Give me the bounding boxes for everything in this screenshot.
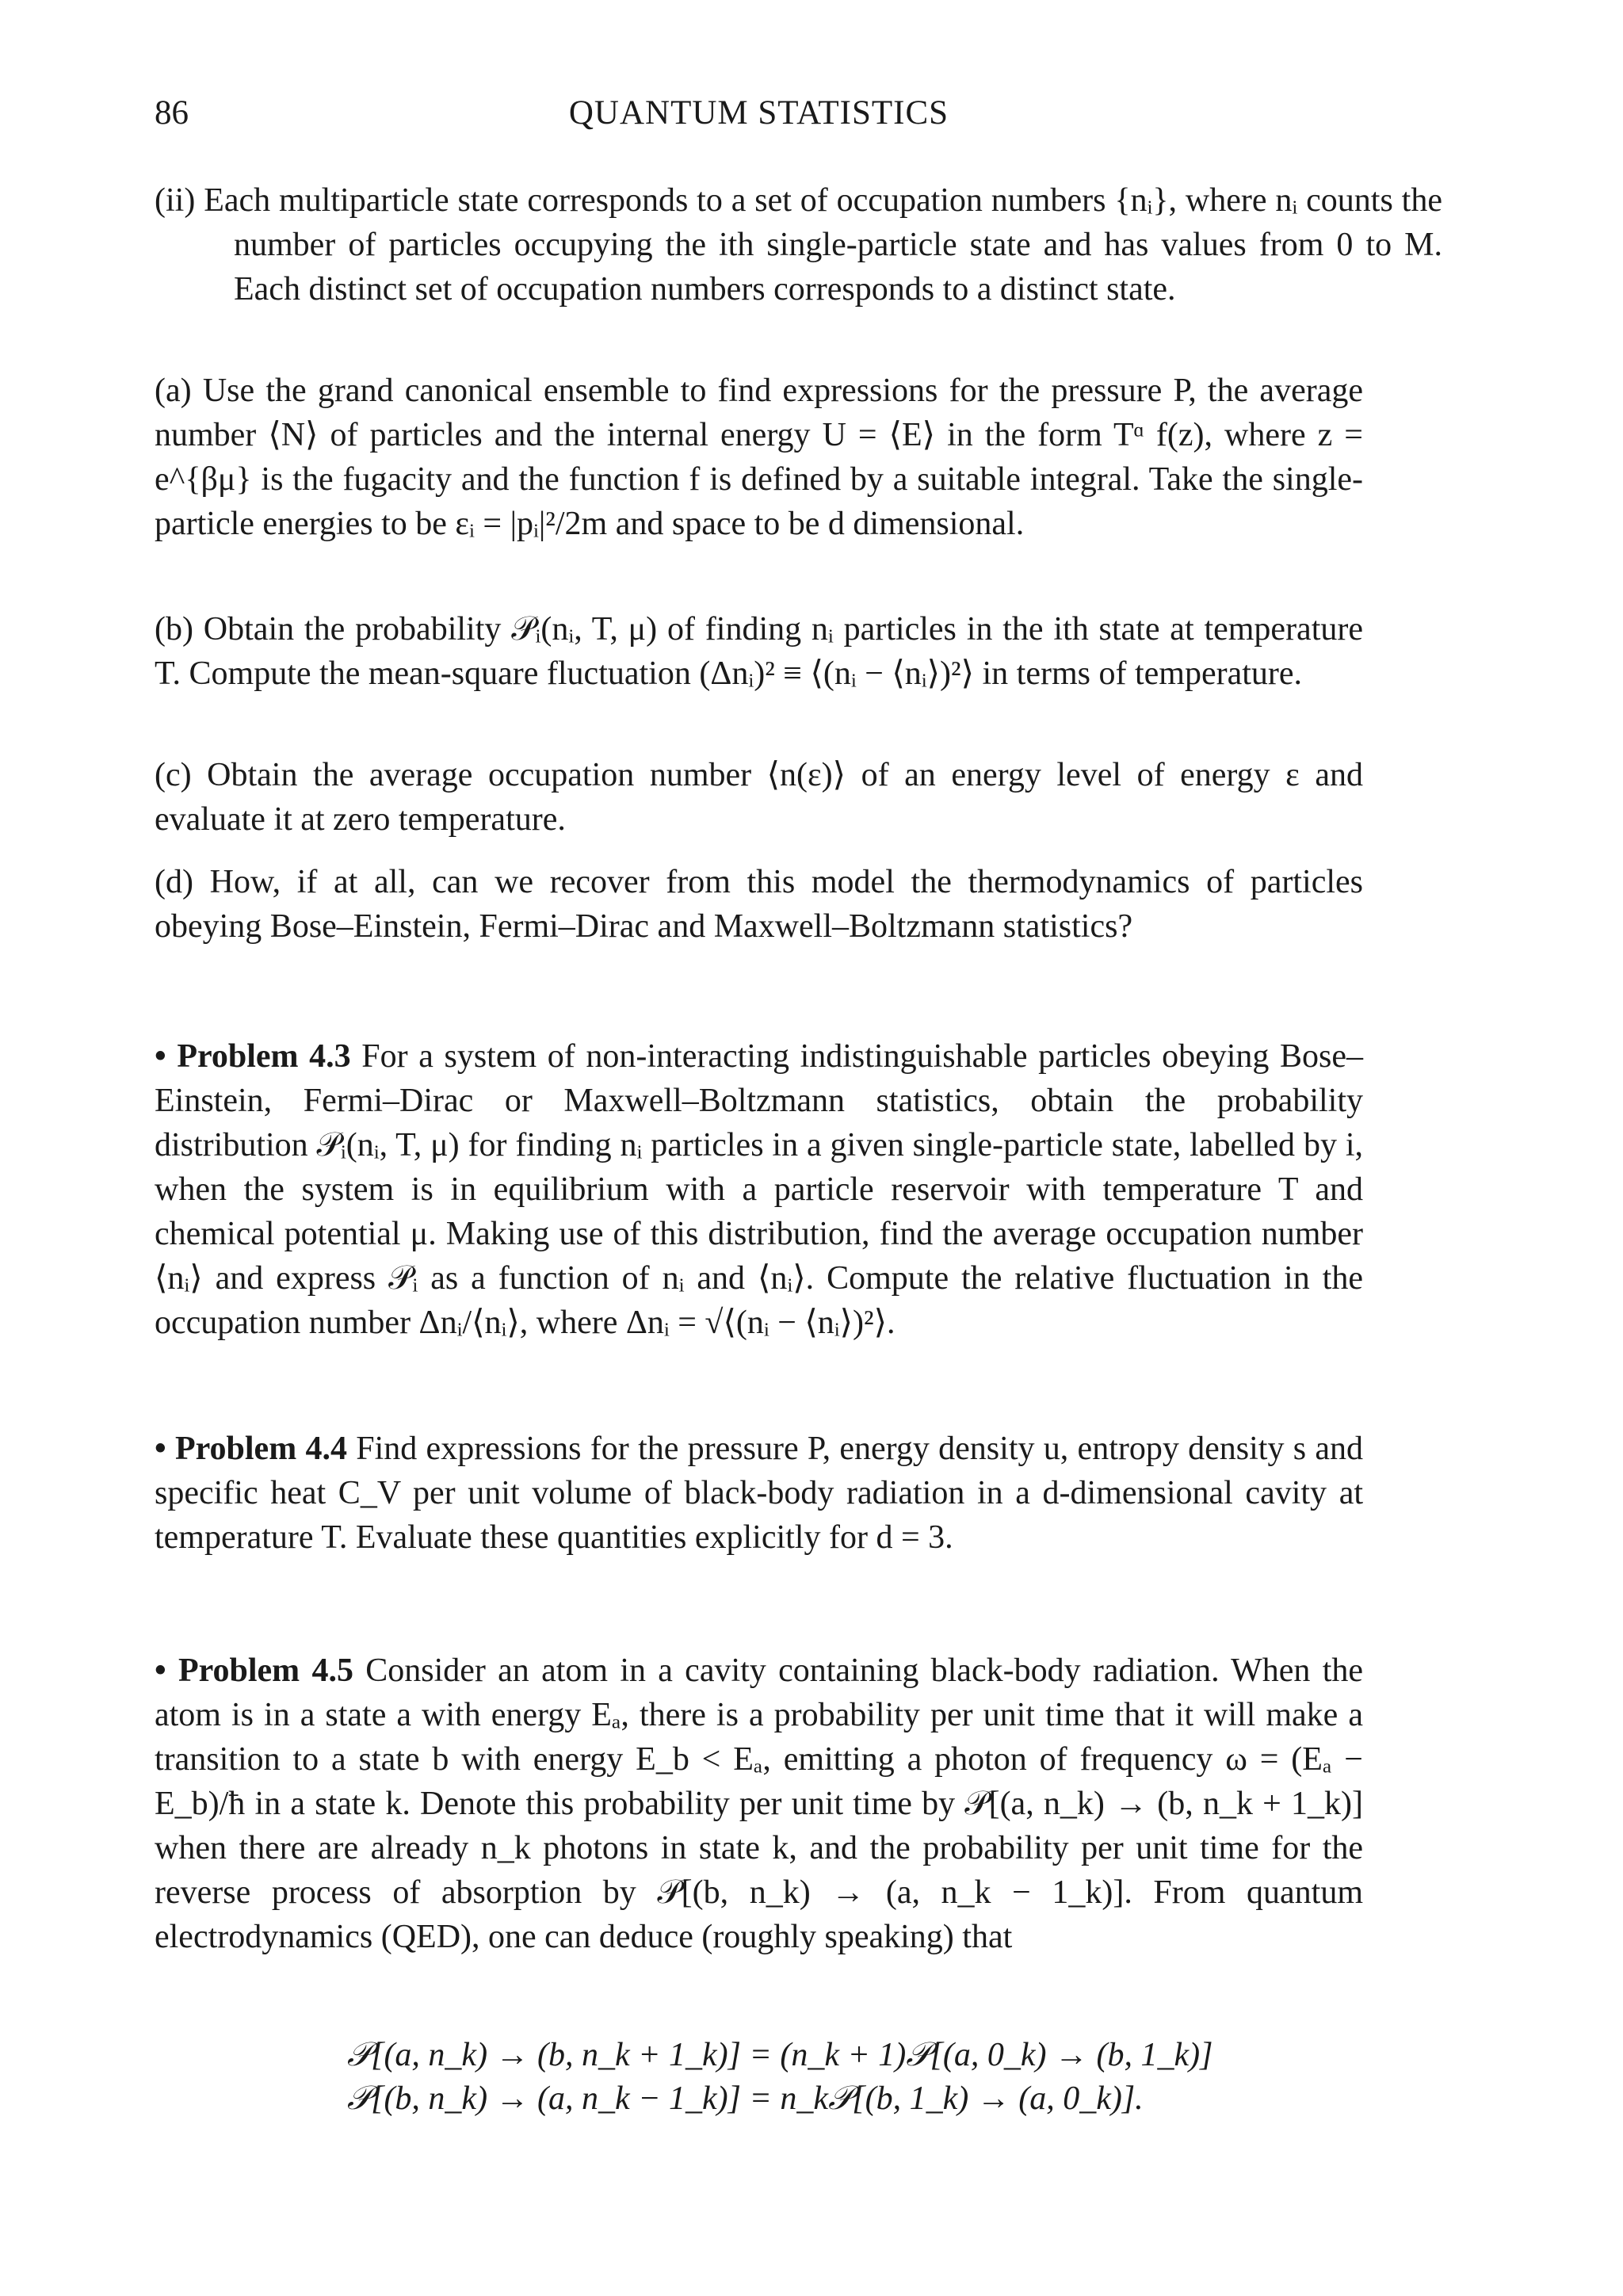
equation-absorption	[297, 2076, 1144, 2121]
problem-4-5-label: • Problem 4.5	[155, 1652, 353, 1689]
rule-ii-text: (ii) Each multiparticle state corresponds to a set of occupation numbers {nᵢ}, where nᵢ counts the number of particles occupying the ith single-particle state and has values from 0 to M. Each distinct set of occupation numbers corresponds to a distinct state.	[155, 182, 1442, 308]
problem-4-3-label: • Problem 4.3	[155, 1038, 351, 1075]
part-c-text: (c) Obtain the average occupation number ⟨n(ε)⟩ of an energy level of energy ε and evaluate it at zero temperature.	[155, 757, 1363, 838]
page-header	[155, 94, 1363, 141]
equation-emission-rhs: = (n_k + 1)𝒫[(a, 0_k) → (b, 1_k)]	[749, 2037, 1213, 2073]
equation-emission-lhs: 𝒫[(a, n_k) → (b, n_k + 1_k)]	[346, 2037, 741, 2073]
part-a-paragraph	[155, 369, 1363, 546]
problem-4-3	[155, 1034, 1363, 1345]
problem-4-4-label: • Problem 4.4	[155, 1431, 347, 1467]
running-title: QUANTUM STATISTICS	[568, 94, 949, 132]
part-d-paragraph	[155, 860, 1363, 949]
problem-4-5-text: Consider an atom in a cavity containing black-body radiation. When the atom is in a state a with energy Eₐ, there is a probability per unit time that it will make a transition to a state b with energy E_b < Eₐ, emitting a photon of frequency ω = (Eₐ − E_b)/ħ in a state k. Denote this probability per unit time by 𝒫[(a, n_k) → (b, n_k + 1_k)] when there are already n_k photons in state k, and the probability per unit time for the reverse process of absorption by 𝒫[(b, n_k) → (a, n_k − 1_k)]. From quantum electrodynamics (QED), one can deduce (roughly speaking) that	[155, 1652, 1363, 1955]
textbook-page	[155, 0, 1442, 2296]
part-a-text: (a) Use the grand canonical ensemble to find expressions for the pressure P, the average number ⟨N⟩ of particles and the internal energy U = ⟨E⟩ in the form Tᵅ f(z), where z = e^{βμ} is the fugacity and the function f is defined by a suitable integral. Take the single-particle energies to be εᵢ = |pᵢ|²/2m and space to be d dimensional.	[155, 372, 1363, 542]
equation-absorption-rhs: = n_k𝒫[(b, 1_k) → (a, 0_k)].	[749, 2080, 1144, 2117]
part-d-text: (d) How, if at all, can we recover from this model the thermodynamics of particles obeying Bose–Einstein, Fermi–Dirac and Maxwell–Boltzmann statistics?	[155, 864, 1363, 945]
part-c-paragraph	[155, 753, 1363, 842]
problem-4-3-text: For a system of non-interacting indistinguishable particles obeying Bose–Einstein, Fermi–Dirac or Maxwell–Boltzmann statistics, obtain the probability distribution 𝒫ᵢ(nᵢ, T, μ) for finding nᵢ particles in a given single-particle state, labelled by i, when the system is in equilibrium with a particle reservoir with temperature T and chemical potential μ. Making use of this distribution, find the average occupation number ⟨nᵢ⟩ and express 𝒫ᵢ as a function of nᵢ and ⟨nᵢ⟩. Compute the relative fluctuation in the occupation number Δnᵢ/⟨nᵢ⟩, where Δnᵢ = √⟨(nᵢ − ⟨nᵢ⟩)²⟩.	[155, 1038, 1363, 1341]
part-b-text: (b) Obtain the probability 𝒫ᵢ(nᵢ, T, μ) of finding nᵢ particles in the ith state at temperature T. Compute the mean-square fluctuation (Δnᵢ)² ≡ ⟨(nᵢ − ⟨nᵢ⟩)²⟩ in terms of temperature.	[155, 611, 1363, 692]
rule-ii-paragraph	[155, 178, 1442, 311]
problem-4-5	[155, 1648, 1363, 1959]
part-b-paragraph	[155, 607, 1363, 696]
equation-emission	[297, 2033, 1213, 2077]
page-number: 86	[155, 94, 189, 132]
problem-4-4	[155, 1427, 1363, 1560]
equation-absorption-lhs: 𝒫[(b, n_k) → (a, n_k − 1_k)]	[346, 2080, 741, 2117]
problem-4-4-text: Find expressions for the pressure P, energy density u, entropy density s and specific heat C_V per unit volume of black-body radiation in a d-dimensional cavity at temperature T. Evaluate these quantities explicitly for d = 3.	[155, 1431, 1363, 1556]
